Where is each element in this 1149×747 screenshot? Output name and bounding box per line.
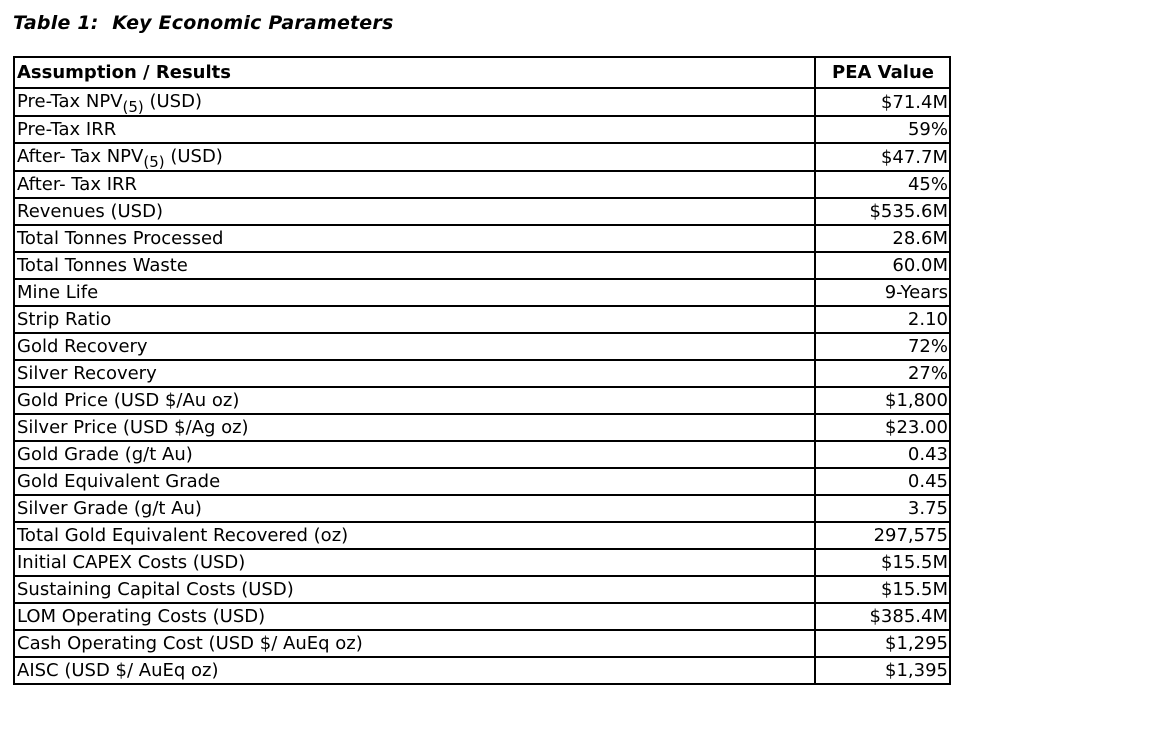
row-value: 2.10 xyxy=(815,306,950,333)
table-row xyxy=(14,198,950,225)
row-value: 59% xyxy=(815,116,950,143)
row-label-text: Pre-Tax NPV xyxy=(17,91,123,112)
table-body xyxy=(14,88,950,684)
column-header-pea-value: PEA Value xyxy=(815,57,950,88)
row-value: 27% xyxy=(815,360,950,387)
row-value: 45% xyxy=(815,171,950,198)
row-label: Gold Grade (g/t Au) xyxy=(14,441,815,468)
table-row xyxy=(14,306,950,333)
table-row xyxy=(14,360,950,387)
table-row xyxy=(14,279,950,306)
table-header-row xyxy=(14,57,950,88)
row-value: 297,575 xyxy=(815,522,950,549)
row-label-suffix: (USD) xyxy=(143,91,202,112)
column-header-assumption: Assumption / Results xyxy=(14,57,815,88)
row-value: $385.4M xyxy=(815,603,950,630)
row-label: Mine Life xyxy=(14,279,815,306)
row-label-suffix: (USD) xyxy=(164,146,223,167)
row-value: $23.00 xyxy=(815,414,950,441)
row-value: 3.75 xyxy=(815,495,950,522)
row-label: Pre-Tax IRR xyxy=(14,116,815,143)
table-row xyxy=(14,522,950,549)
row-value: $1,800 xyxy=(815,387,950,414)
row-label: Cash Operating Cost (USD $/ AuEq oz) xyxy=(14,630,815,657)
table-row xyxy=(14,225,950,252)
table-row xyxy=(14,441,950,468)
table-row xyxy=(14,88,950,116)
row-label: AISC (USD $/ AuEq oz) xyxy=(14,657,815,684)
table-row xyxy=(14,387,950,414)
row-label: Sustaining Capital Costs (USD) xyxy=(14,576,815,603)
row-label xyxy=(14,88,815,116)
row-label: Total Tonnes Waste xyxy=(14,252,815,279)
row-label: Initial CAPEX Costs (USD) xyxy=(14,549,815,576)
row-value: 0.45 xyxy=(815,468,950,495)
row-label: Silver Grade (g/t Au) xyxy=(14,495,815,522)
row-value: 9-Years xyxy=(815,279,950,306)
table-row xyxy=(14,252,950,279)
economic-parameters-table xyxy=(13,56,951,685)
row-value: $1,395 xyxy=(815,657,950,684)
row-label xyxy=(14,143,815,171)
row-value: 72% xyxy=(815,333,950,360)
table-row xyxy=(14,549,950,576)
row-label: After- Tax IRR xyxy=(14,171,815,198)
row-label: Revenues (USD) xyxy=(14,198,815,225)
row-value: 60.0M xyxy=(815,252,950,279)
table-row xyxy=(14,333,950,360)
table-row xyxy=(14,603,950,630)
row-label: Gold Equivalent Grade xyxy=(14,468,815,495)
row-value: $15.5M xyxy=(815,576,950,603)
table-row xyxy=(14,414,950,441)
table-row xyxy=(14,171,950,198)
row-label-subscript: (5) xyxy=(122,98,144,116)
table-row xyxy=(14,116,950,143)
table-row xyxy=(14,468,950,495)
row-value: 28.6M xyxy=(815,225,950,252)
row-label: LOM Operating Costs (USD) xyxy=(14,603,815,630)
row-label-subscript: (5) xyxy=(143,153,165,171)
row-value: $535.6M xyxy=(815,198,950,225)
table-row xyxy=(14,576,950,603)
row-value: 0.43 xyxy=(815,441,950,468)
row-label: Silver Price (USD $/Ag oz) xyxy=(14,414,815,441)
table-row xyxy=(14,495,950,522)
row-label: Strip Ratio xyxy=(14,306,815,333)
table-row xyxy=(14,657,950,684)
row-label: Gold Price (USD $/Au oz) xyxy=(14,387,815,414)
row-value: $15.5M xyxy=(815,549,950,576)
row-label-text: After- Tax NPV xyxy=(17,146,144,167)
table-row xyxy=(14,630,950,657)
row-label: Total Gold Equivalent Recovered (oz) xyxy=(14,522,815,549)
row-value: $1,295 xyxy=(815,630,950,657)
row-label: Gold Recovery xyxy=(14,333,815,360)
table-caption: Table 1: Key Economic Parameters xyxy=(13,12,394,34)
row-label: Silver Recovery xyxy=(14,360,815,387)
row-value: $71.4M xyxy=(815,88,950,116)
row-value: $47.7M xyxy=(815,143,950,171)
table-row xyxy=(14,143,950,171)
row-label: Total Tonnes Processed xyxy=(14,225,815,252)
